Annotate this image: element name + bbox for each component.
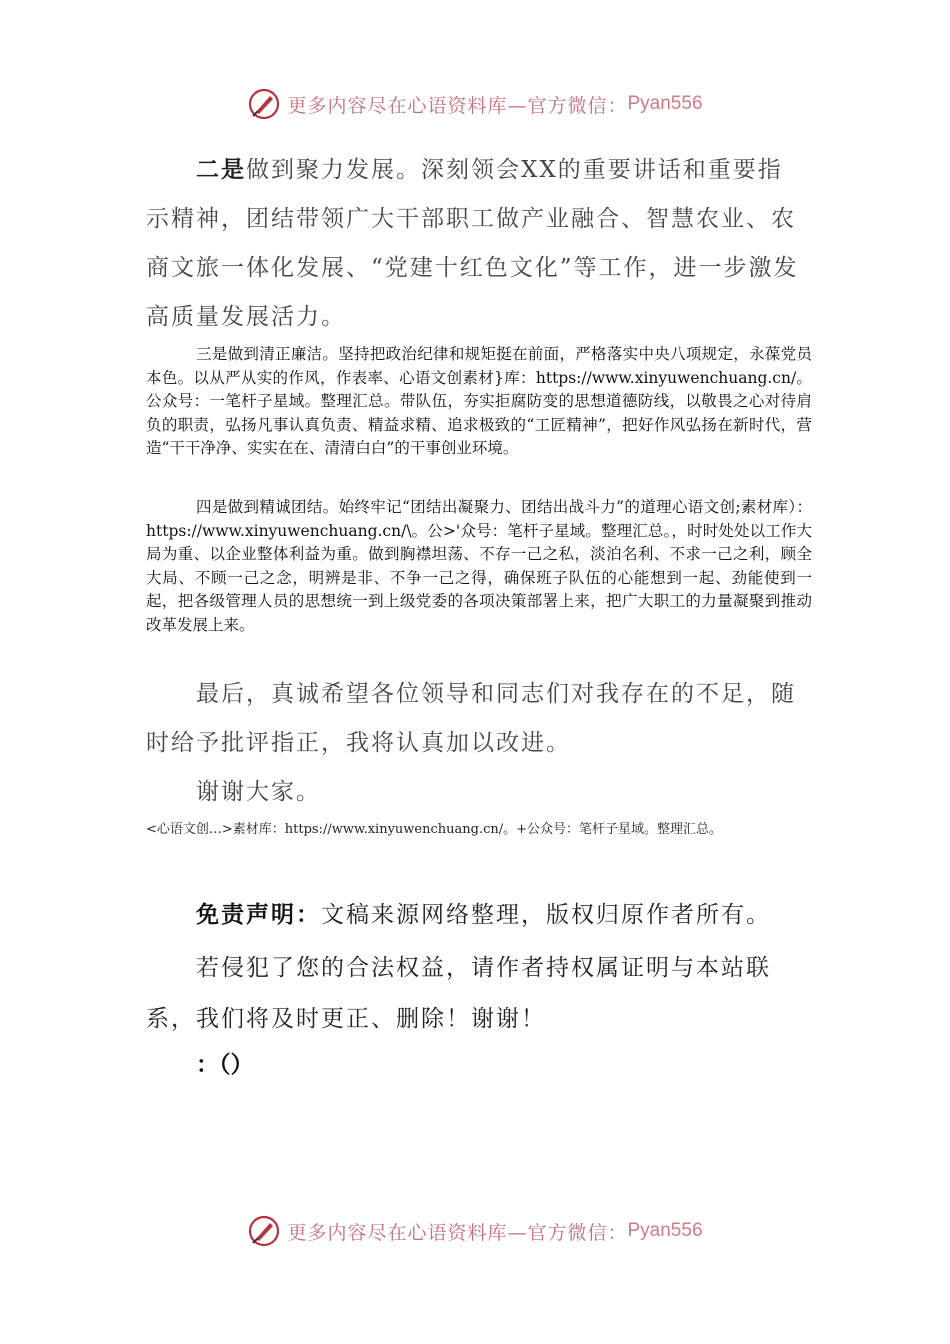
paragraph-two: [146, 146, 806, 342]
paragraph-two-lead: 二是: [196, 157, 246, 183]
pen-logo-icon: [247, 87, 281, 121]
closing-paragraph: 最后，真诚希望各位领导和同志们对我存在的不足，随时给予批评指正，我将认真加以改进。: [146, 681, 796, 756]
footer-banner: [0, 1211, 950, 1251]
paragraph-three: 三是做到清正廉洁。坚持把政治纪律和规矩挺在前面，严格落实中央八项规定，永葆党员本色。以从严从实的作风，作表率、心语文创素材}库：https://www.xinyuwenchuang.cn/。公众号：一笔杆子星域。整理汇总。带队伍，夯实拒腐防变的思想道德防线，以敬畏之心对待肩负的职责，弘扬凡事认真负责、精益求精、追求极致的“工匠精神”，把好作风弘扬在新时代，营造“干干净净、实实在在、清清白白”的干事创业环境。: [146, 345, 812, 457]
footer-wechat-id: Pyan556: [627, 1220, 703, 1241]
trailing-punctuation: ：（）: [196, 1052, 254, 1078]
footer-banner-text: 更多内容尽在心语资料库—官方微信：: [287, 1221, 628, 1244]
paragraph-two-text: 做到聚力发展。深刻领会XX的重要讲话和重要指示精神，团结带领广大干部职工做产业融合、智慧农业、农商文旅一体化发展、“党建十红色文化”等工作，进一步激发高质量发展活力。: [146, 157, 799, 330]
source-note: <心语文创…>素材库：https://www.xinyuwenchuang.cn/。+公众号：笔杆子星域。整理汇总。: [146, 822, 723, 837]
paragraph-four: 四是做到精诚团结。始终牢记“团结出凝聚力、团结出战斗力”的道理心语文创;素材库）：https://www.xinyuwenchuang.cn/\。公>'众号：笔杆子星域。整理汇总。，时时处处以工作大局为重、以企业整体利益为重。做到胸襟坦荡、不存一己之私，淡泊名利、不求一己之利，顾全大局、不顾一己之念，明辨是非、不争一己之得，确保班子队伍的心能想到一起、劲能使到一起，把各级管理人员的思想统一到上级党委的各项决策部署上来，把广大职工的力量凝聚到推动改革发展上来。: [146, 498, 812, 634]
header-banner: [0, 84, 950, 124]
disclaimer-label: 免责声明：: [196, 902, 321, 928]
header-wechat-id: Pyan556: [627, 93, 703, 114]
disclaimer-text-one: 文稿来源网络整理，版权归原作者所有。: [321, 902, 771, 928]
pen-logo-icon: [247, 1214, 281, 1248]
disclaimer-line-one: [146, 890, 812, 941]
header-banner-text: 更多内容尽在心语资料库—官方微信：: [287, 94, 628, 117]
thanks-line: 谢谢大家。: [196, 779, 321, 805]
disclaimer-line-two: 若侵犯了您的合法权益，请作者持权属证明与本站联系，我们将及时更正、删除！谢谢！: [146, 955, 771, 1032]
